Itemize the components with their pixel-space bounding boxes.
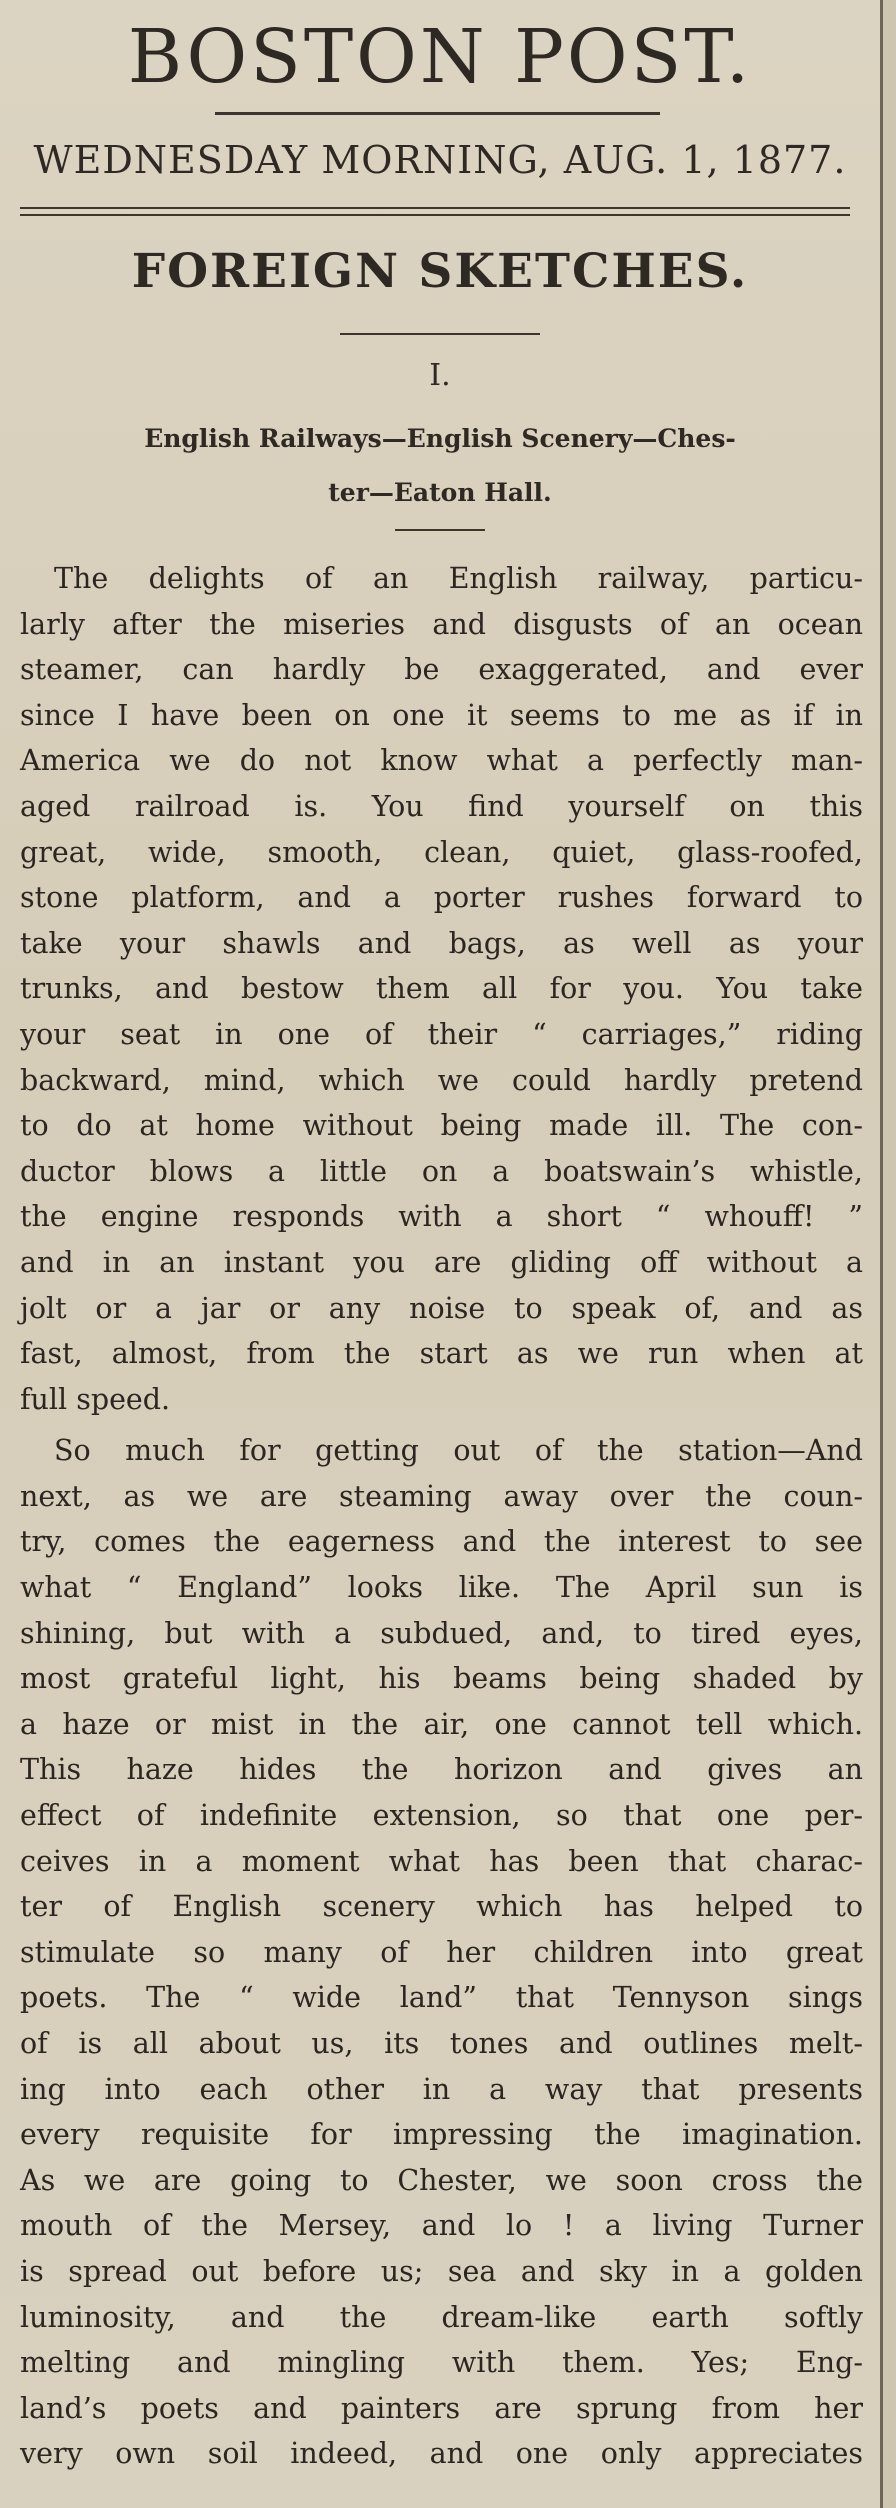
- text-line: of is all about us, its tones and outlines melt-: [20, 2027, 863, 2060]
- adjacent-column-edge: [883, 0, 896, 2508]
- masthead: BOSTON POST.: [127, 14, 753, 100]
- article-body: [20, 556, 863, 2477]
- text-line: land’s poets and painters are sprung from her: [20, 2391, 863, 2425]
- text-line: most grateful light, his beams being shaded by: [20, 1662, 863, 1696]
- text-line: your seat in one of their “ carriages,” riding: [20, 1017, 863, 1051]
- paragraph: [20, 1428, 863, 2477]
- text-line: what “ England” looks like. The April sun is: [20, 1571, 863, 1605]
- text-line: a haze or mist in the air, one cannot tell which.: [20, 1707, 863, 1741]
- text-line: full speed.: [20, 1382, 171, 1416]
- subheading: [0, 412, 880, 520]
- text-line: The delights of an English railway, particu-: [54, 562, 863, 595]
- text-line: trunks, and bestow them all for you. You take: [20, 972, 863, 1006]
- paragraph: [20, 556, 863, 1422]
- text-line: America we do not know what a perfectly man-: [20, 744, 863, 778]
- masthead-rule: [215, 112, 660, 115]
- text-line: is spread out before us; sea and sky in a golden: [20, 2254, 863, 2288]
- text-line: backward, mind, which we could hardly pretend: [20, 1063, 863, 1097]
- text-line: next, as we are steaming away over the coun-: [20, 1479, 863, 1513]
- dateline: WEDNESDAY MORNING, AUG. 1, 1877.: [33, 138, 847, 182]
- text-line: to do at home without being made ill. The con-: [20, 1109, 863, 1143]
- subheading-line: English Railways—English Scenery—Ches-: [144, 424, 736, 453]
- article-headline: FOREIGN SKETCHES.: [131, 244, 749, 299]
- text-line: poets. The “ wide land” that Tennyson sings: [20, 1981, 863, 2015]
- text-line: This haze hides the horizon and gives an: [20, 1753, 863, 1787]
- text-line: mouth of the Mersey, and lo ! a living Turner: [20, 2209, 863, 2243]
- text-line: jolt or a jar or any noise to speak of, and as: [20, 1291, 863, 1325]
- text-line: great, wide, smooth, clean, quiet, glass-roofed,: [20, 835, 863, 869]
- text-line: very own soil indeed, and one only appreciates: [20, 2437, 863, 2471]
- double-rule-bottom: [20, 214, 850, 216]
- text-line: larly after the miseries and disgusts of an ocean: [20, 607, 863, 641]
- text-line: fast, almost, from the start as we run when at: [20, 1337, 863, 1371]
- text-line: and in an instant you are gliding off without a: [20, 1245, 863, 1279]
- text-line: aged railroad is. You find yourself on this: [20, 789, 863, 823]
- text-line: As we are going to Chester, we soon cross the: [20, 2163, 863, 2197]
- subheading-rule: [395, 529, 485, 531]
- section-number: I.: [429, 358, 451, 393]
- text-line: the engine responds with a short “ whouff! ”: [20, 1200, 863, 1234]
- text-line: stimulate so many of her children into great: [20, 1935, 863, 1969]
- text-line: So much for getting out of the station—And: [54, 1434, 863, 1468]
- text-line: ing into each other in a way that presents: [20, 2072, 863, 2106]
- subheading-line: ter—Eaton Hall.: [328, 478, 552, 507]
- text-line: ceives in a moment what has been that charac-: [20, 1844, 863, 1878]
- text-line: since I have been on one it seems to me as if in: [20, 698, 863, 732]
- text-line: steamer, can hardly be exaggerated, and ever: [20, 653, 863, 687]
- text-line: shining, but with a subdued, and, to tired eyes,: [20, 1616, 863, 1650]
- text-line: take your shawls and bags, as well as your: [20, 926, 863, 960]
- text-line: ter of English scenery which has helped to: [20, 1890, 863, 1924]
- text-line: every requisite for impressing the imagination.: [20, 2118, 863, 2152]
- text-line: luminosity, and the dream-like earth softly: [20, 2300, 863, 2334]
- text-line: ductor blows a little on a boatswain’s whistle,: [20, 1154, 863, 1188]
- headline-rule: [340, 333, 540, 335]
- text-line: try, comes the eagerness and the interest to see: [20, 1525, 863, 1559]
- double-rule-top: [20, 207, 850, 209]
- text-line: melting and mingling with them. Yes; Eng-: [20, 2346, 863, 2380]
- text-line: effect of indefinite extension, so that one per-: [20, 1799, 863, 1833]
- text-line: stone platform, and a porter rushes forward to: [20, 881, 863, 915]
